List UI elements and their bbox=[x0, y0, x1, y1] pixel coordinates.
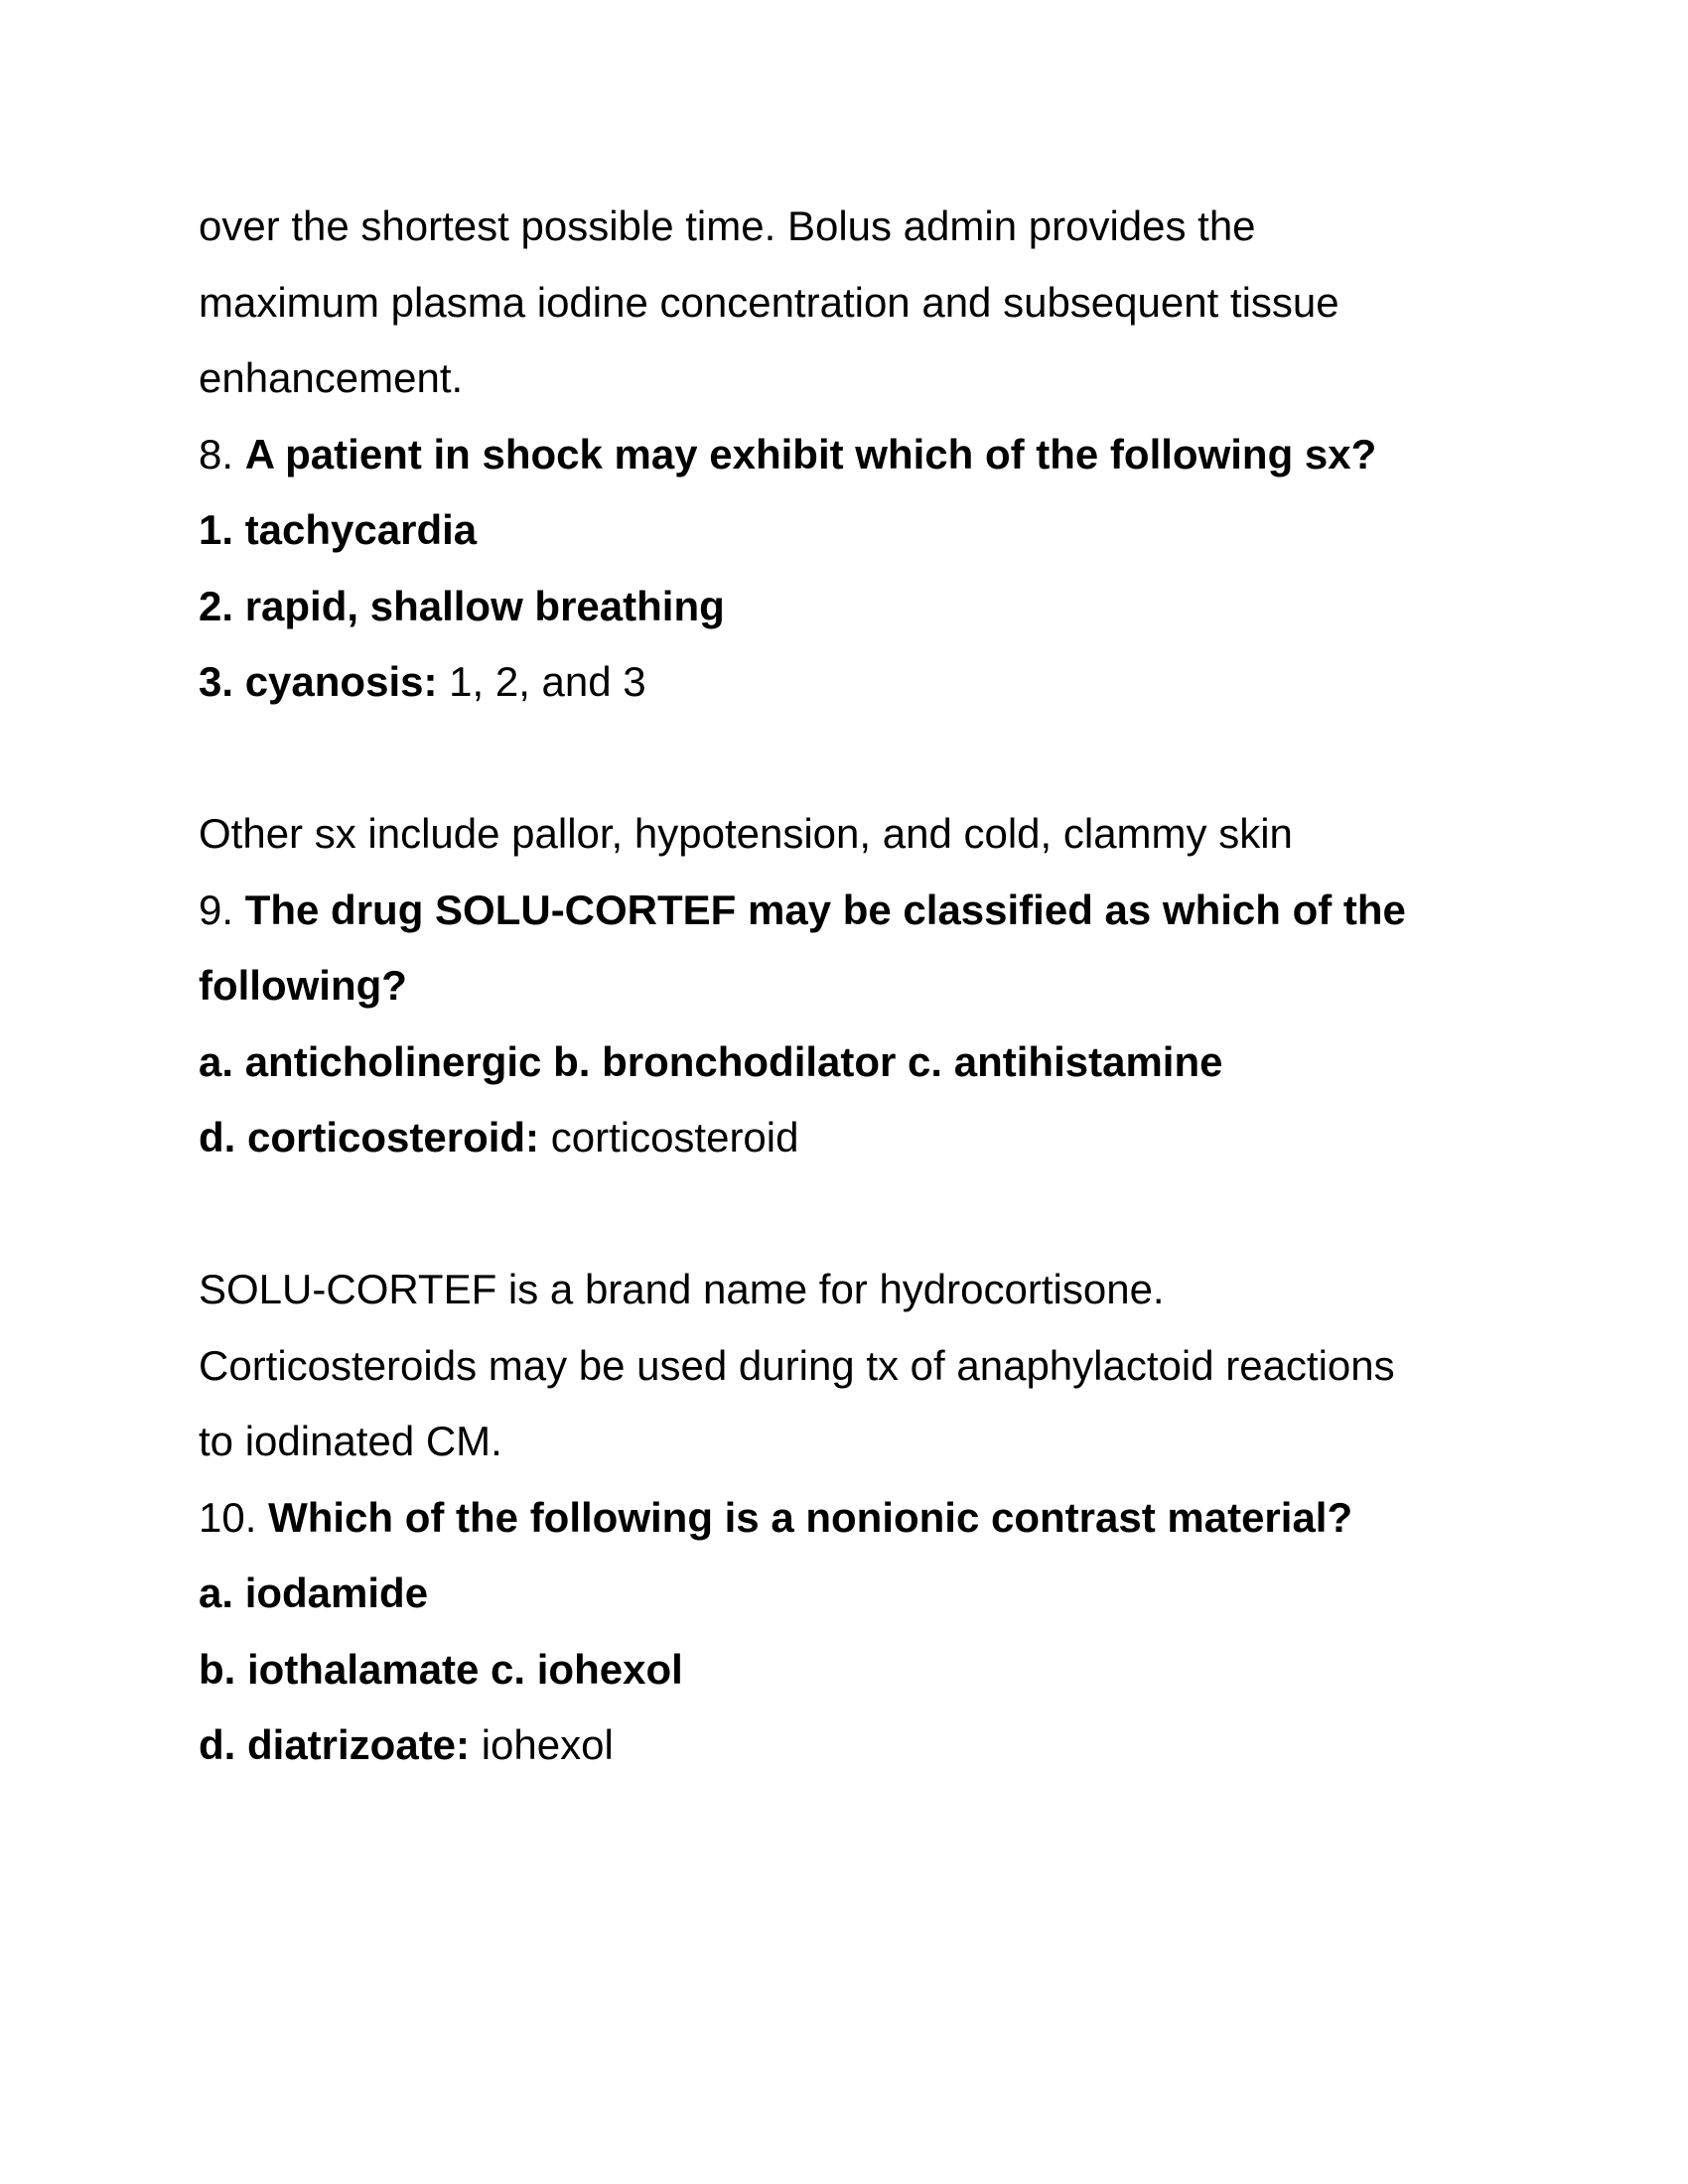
intro-line-2: maximum plasma iodine concentration and subsequent tissue bbox=[199, 278, 1339, 326]
spacer bbox=[199, 721, 1509, 797]
option-d: d. diatrizoate: bbox=[199, 1721, 471, 1768]
option-d: d. corticosteroid: bbox=[199, 1114, 540, 1160]
question-10 bbox=[199, 1480, 1509, 1557]
intro-line-1: over the shortest possible time. Bolus admin provides the bbox=[199, 203, 1256, 249]
explanation-9-line-3: to iodinated CM. bbox=[199, 1418, 502, 1464]
option-d-with-answer bbox=[199, 1100, 1509, 1176]
spacer bbox=[199, 1176, 1509, 1253]
answer: iohexol bbox=[481, 1721, 614, 1768]
question-number: 10. bbox=[199, 1493, 257, 1541]
answer: corticosteroid bbox=[550, 1114, 799, 1160]
question-text: Which of the following is a nonionic contrast material? bbox=[268, 1493, 1353, 1541]
question-text: The drug SOLU-CORTEF may be classified as which of the bbox=[244, 886, 1406, 933]
document-page bbox=[199, 189, 1509, 1784]
option-1: 1. tachycardia bbox=[199, 506, 478, 553]
explanation-9-line-1: SOLU-CORTEF is a brand name for hydrocortisone. bbox=[199, 1266, 1165, 1312]
option-2: 2. rapid, shallow breathing bbox=[199, 582, 725, 629]
question-8 bbox=[199, 417, 1509, 493]
question-text: A patient in shock may exhibit which of the following sx? bbox=[244, 430, 1377, 478]
option-3-with-answer bbox=[199, 644, 1509, 721]
explanation-8: Other sx include pallor, hypotension, and cold, clammy skin bbox=[199, 810, 1293, 857]
intro-line-3: enhancement. bbox=[199, 354, 464, 401]
option-3: 3. cyanosis: bbox=[199, 658, 438, 705]
question-number: 8. bbox=[199, 430, 234, 478]
explanation-9-line-2: Corticosteroids may be used during tx of anaphylactoid reactions bbox=[199, 1341, 1395, 1389]
options-abc: a. anticholinergic b. bronchodilator c. antihistamine bbox=[199, 1037, 1223, 1085]
options-bc: b. iothalamate c. iohexol bbox=[199, 1645, 683, 1693]
question-9 bbox=[199, 873, 1509, 949]
question-number: 9. bbox=[199, 886, 234, 933]
option-d-with-answer bbox=[199, 1707, 1509, 1784]
answer: 1, 2, and 3 bbox=[449, 658, 646, 705]
question-9-cont: following? bbox=[199, 962, 407, 1009]
option-a: a. iodamide bbox=[199, 1570, 429, 1616]
